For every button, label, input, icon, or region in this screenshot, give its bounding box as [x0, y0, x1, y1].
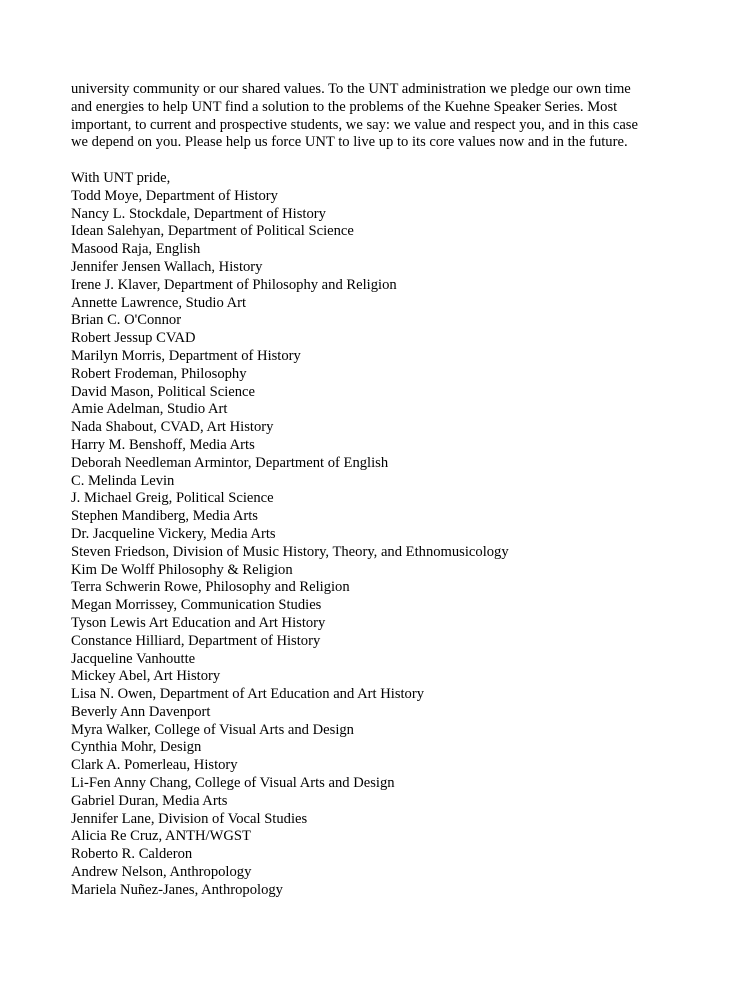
- signatory: Megan Morrissey, Communication Studies: [71, 597, 322, 614]
- signatory: Clark A. Pomerleau, History: [71, 757, 238, 774]
- signatory: Todd Moye, Department of History: [71, 187, 278, 204]
- paragraph-line: we depend on you. Please help us force UNT to live up to its core values now and in the future.: [71, 134, 628, 151]
- signatory: Mickey Abel, Art History: [71, 668, 221, 685]
- signatory: Alicia Re Cruz, ANTH/WGST: [71, 828, 251, 845]
- signatory-list: [71, 188, 701, 900]
- signatory: Gabriel Duran, Media Arts: [71, 792, 228, 809]
- signatory: Jennifer Jensen Wallach, History: [71, 258, 263, 275]
- signatory: Jacqueline Vanhoutte: [71, 650, 196, 667]
- signatory: Masood Raja, English: [71, 241, 201, 258]
- signatory: Harry M. Benshoff, Media Arts: [71, 436, 255, 453]
- signatory: Beverly Ann Davenport: [71, 703, 211, 720]
- signatory: Mariela Nuñez-Janes, Anthropology: [71, 881, 283, 898]
- closing-paragraph: [71, 81, 701, 152]
- signatory: Li-Fen Anny Chang, College of Visual Arts and Design: [71, 775, 395, 792]
- paragraph-line: university community or our shared values. To the UNT administration we pledge our own time: [71, 81, 631, 97]
- signatory: David Mason, Political Science: [71, 383, 256, 400]
- closing-salutation: With UNT pride,: [71, 169, 171, 186]
- signatory: Amie Adelman, Studio Art: [71, 401, 228, 418]
- signatory: Robert Jessup CVAD: [71, 330, 196, 347]
- letter-page: [71, 81, 701, 900]
- signatory: Andrew Nelson, Anthropology: [71, 864, 252, 881]
- signatory: Nada Shabout, CVAD, Art History: [71, 419, 274, 436]
- signatory: Steven Friedson, Division of Music History, Theory, and Ethnomusicology: [71, 543, 509, 560]
- signatory: Dr. Jacqueline Vickery, Media Arts: [71, 525, 276, 542]
- signatory: C. Melinda Levin: [71, 472, 175, 489]
- signatory: Myra Walker, College of Visual Arts and Design: [71, 721, 354, 738]
- signatory: Terra Schwerin Rowe, Philosophy and Religion: [71, 579, 350, 596]
- signatory: Lisa N. Owen, Department of Art Education and Art History: [71, 686, 425, 703]
- signatory: Tyson Lewis Art Education and Art History: [71, 614, 326, 631]
- signatory: J. Michael Greig, Political Science: [71, 490, 274, 507]
- signatory: Stephen Mandiberg, Media Arts: [71, 508, 258, 525]
- paragraph-gap: [71, 152, 701, 170]
- signatory: Idean Salehyan, Department of Political Science: [71, 223, 354, 240]
- signatory: Jennifer Lane, Division of Vocal Studies: [71, 810, 308, 827]
- signatory: Annette Lawrence, Studio Art: [71, 294, 247, 311]
- signatory: Roberto R. Calderon: [71, 846, 193, 863]
- signatory: Constance Hilliard, Department of History: [71, 632, 321, 649]
- paragraph-line: important, to current and prospective students, we say: we value and respect you, and in this case: [71, 116, 638, 133]
- signatory: Robert Frodeman, Philosophy: [71, 365, 247, 382]
- signatory: Deborah Needleman Armintor, Department of English: [71, 454, 389, 471]
- signatory: Marilyn Morris, Department of History: [71, 347, 301, 364]
- paragraph-line: and energies to help UNT find a solution to the problems of the Kuehne Speaker Series. Most: [71, 98, 618, 115]
- signatory: Brian C. O'Connor: [71, 312, 182, 329]
- signatory: Cynthia Mohr, Design: [71, 739, 202, 756]
- signatory: Kim De Wolff Philosophy & Religion: [71, 561, 293, 578]
- signatory: Irene J. Klaver, Department of Philosophy and Religion: [71, 276, 397, 293]
- signatory: Nancy L. Stockdale, Department of History: [71, 205, 326, 222]
